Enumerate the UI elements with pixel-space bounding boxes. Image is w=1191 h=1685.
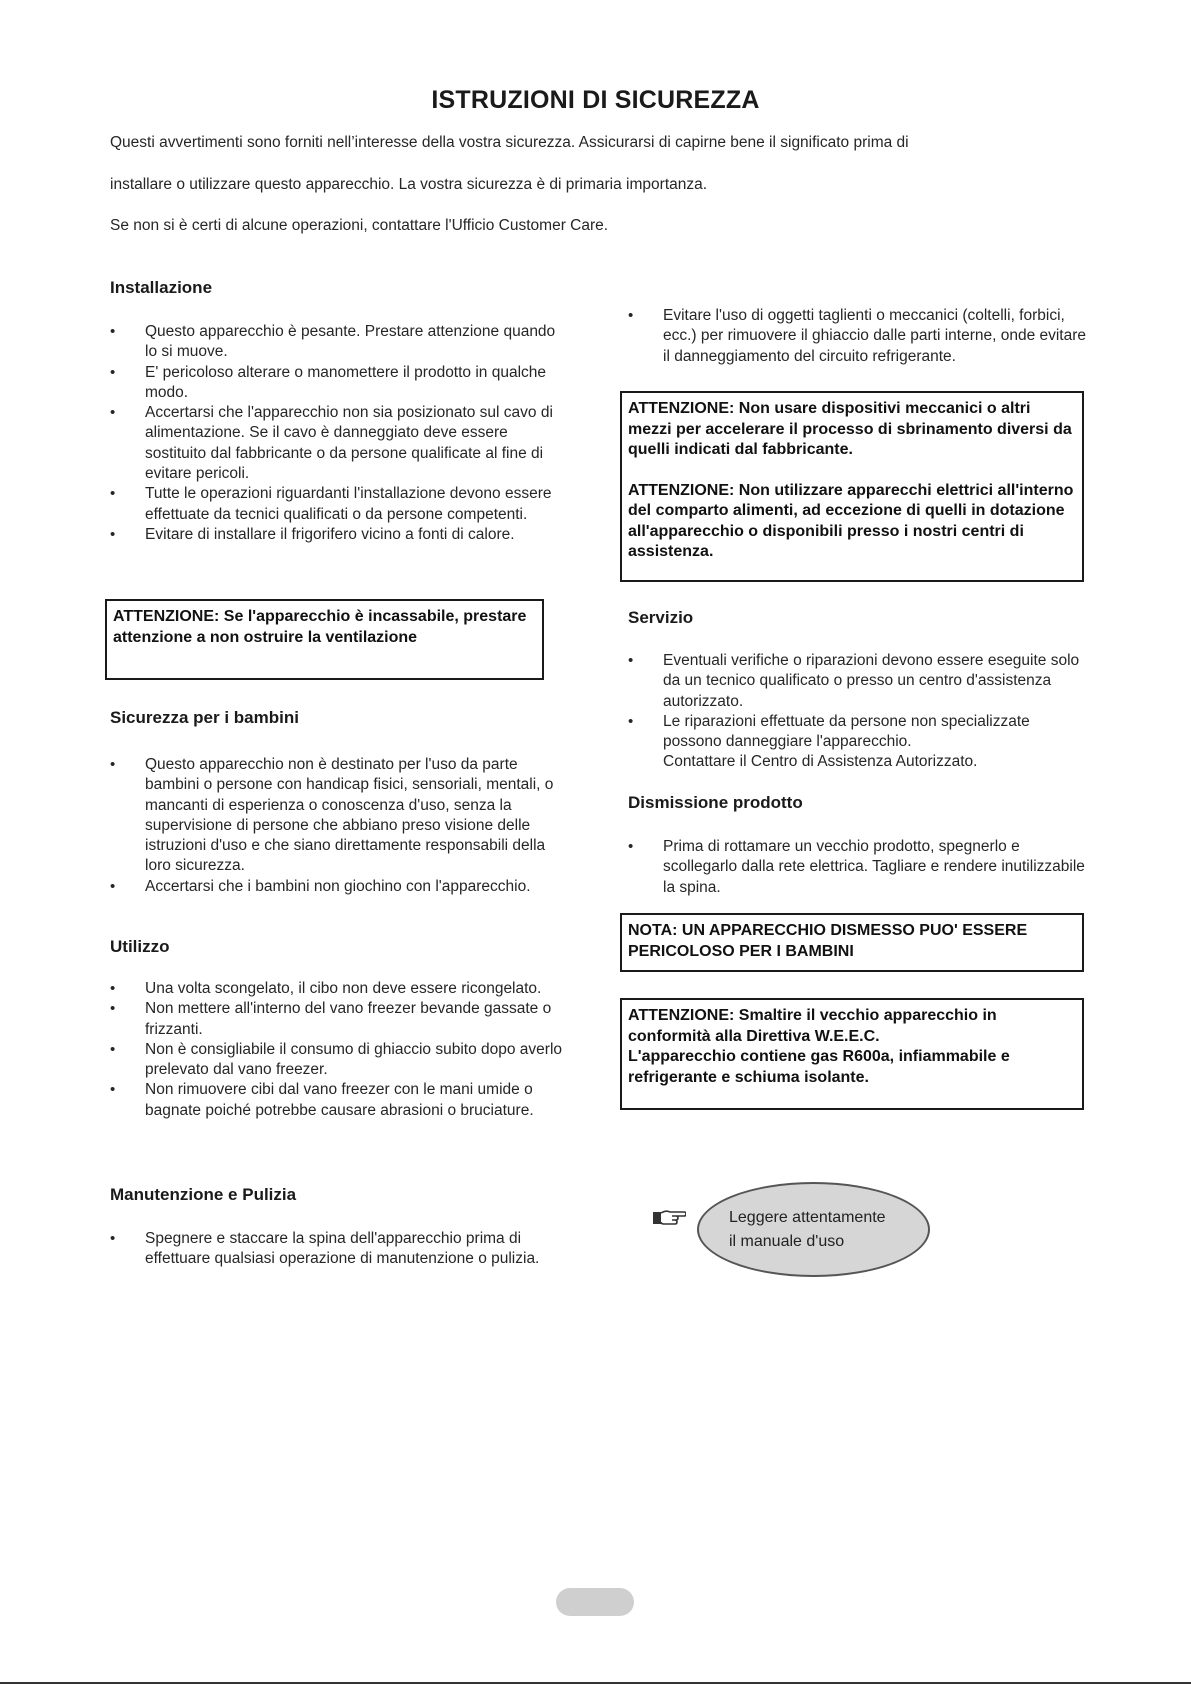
section-heading-dismissione: Dismissione prodotto [628,793,803,812]
warning-box-ventilazione: ATTENZIONE: Se l'apparecchio è incassabile, prestare attenzione a non ostruire la ventilazione [105,599,544,680]
bambini-list [110,755,565,897]
manutenzione-list [110,1229,565,1270]
list-item-text: Le riparazioni effettuate da persone non specializzate possono danneggiare l'apparecchio. [663,712,1030,751]
list-item: • Evitare l'uso di oggetti taglienti o meccanici (coltelli, forbici, ecc.) per rimuovere il ghiaccio dalle parti interne, onde evitare il danneggiamento del circuito refrigerante. [628,306,1090,367]
nota-box: NOTA: UN APPARECCHIO DISMESSO PUO' ESSERE PERICOLOSO PER I BAMBINI [620,913,1084,972]
list-item: • E' pericoloso alterare o manomettere il prodotto in qualche modo. [110,363,565,404]
list-item: • Accertarsi che l'apparecchio non sia posizionato sul cavo di alimentazione. Se il cavo è danneggiato deve essere sostituito dal fabbricante o da persone qualificate al fine di evitare pericoli. [110,403,565,484]
servizio-list [628,651,1090,773]
list-item: • Questo apparecchio non è destinato per l'uso da parte bambini o persone con handicap fisici, sensoriali, mentali, o mancanti di esperienza o conoscenza d'uso, senza la supervisione di persone che abbiano preso visione delle istruzioni d'uso e che siano direttamente responsabili della loro sicurezza. [110,755,565,877]
section-heading-servizio: Servizio [628,608,694,627]
right-top-list [628,306,1090,367]
utilizzo-list [110,979,565,1121]
warning-box-sbrinamento [620,391,1084,582]
section-heading-utilizzo: Utilizzo [110,937,170,956]
list-item-extra-line: Contattare il Centro di Assistenza Autorizzato. [663,753,978,771]
warning-text: ATTENZIONE: Non usare dispositivi meccanici o altri mezzi per accelerare il processo di sbrinamento diversi da quelli indicati dal fabbricante. [628,400,1072,458]
section-heading-installazione: Installazione [110,278,213,297]
intro-line-1: Questi avvertimenti sono forniti nell’interesse della vostra sicurezza. Assicurarsi di capirne bene il significato prima di [110,134,909,151]
page-title: ISTRUZIONI DI SICUREZZA [431,86,760,114]
pointing-hand-icon [652,1206,686,1228]
list-item [628,712,1090,773]
callout-line-2: il manuale d'uso [729,1232,845,1250]
list-item: • Questo apparecchio è pesante. Prestare attenzione quando lo si muove. [110,322,565,363]
section-heading-bambini: Sicurezza per i bambini [110,708,299,727]
section-heading-manutenzione: Manutenzione e Pulizia [110,1185,297,1204]
list-item: • Prima di rottamare un vecchio prodotto, spegnerlo e scollegarlo dalla rete elettrica. Tagliare e rendere inutilizzabile la spina. [628,837,1090,898]
list-item: • Non mettere all'interno del vano freezer bevande gassate o frizzanti. [110,999,565,1040]
installazione-list [110,322,565,545]
warning-text: ATTENZIONE: Smaltire il vecchio apparecchio in conformità alla Direttiva W.E.E.C. [628,1007,997,1045]
warning-text: L'apparecchio contiene gas R600a, infiammabile e refrigerante e schiuma isolante. [628,1048,1010,1086]
list-item: • Evitare di installare il frigorifero vicino a fonti di calore. [110,525,565,545]
page-number-badge [556,1588,634,1616]
list-item: • Una volta scongelato, il cibo non deve essere ricongelato. [110,979,565,999]
warning-box-smaltimento [620,998,1084,1110]
dismissione-list [628,837,1090,898]
list-item: • Accertarsi che i bambini non giochino con l'apparecchio. [110,877,565,897]
list-item: • Tutte le operazioni riguardanti l'installazione devono essere effettuate da tecnici qualificati o da persone competenti. [110,484,565,525]
warning-text: ATTENZIONE: Non utilizzare apparecchi elettrici all'interno del comparto alimenti, ad eccezione di quelli in dotazione all'apparecchio o disponibili presso i nostri centri di assistenza. [628,481,1074,560]
callout-line-1: Leggere attentamente [729,1208,886,1226]
intro-line-2: installare o utilizzare questo apparecchio. La vostra sicurezza è di primaria importanza. [110,176,708,193]
manual-callout [697,1182,930,1277]
bottom-divider [0,1682,1191,1684]
list-item: • Non rimuovere cibi dal vano freezer con le mani umide o bagnate poiché potrebbe causare abrasioni o bruciature. [110,1080,565,1121]
intro-line-3: Se non si è certi di alcune operazioni, contattare l'Ufficio Customer Care. [110,217,609,234]
list-item: • Spegnere e staccare la spina dell'apparecchio prima di effettuare qualsiasi operazione di manutenzione o pulizia. [110,1229,565,1270]
list-item: • Eventuali verifiche o riparazioni devono essere eseguite solo da un tecnico qualificato o presso un centro d'assistenza autorizzato. [628,651,1090,712]
list-item: • Non è consigliabile il consumo di ghiaccio subito dopo averlo prelevato dal vano freezer. [110,1040,565,1081]
